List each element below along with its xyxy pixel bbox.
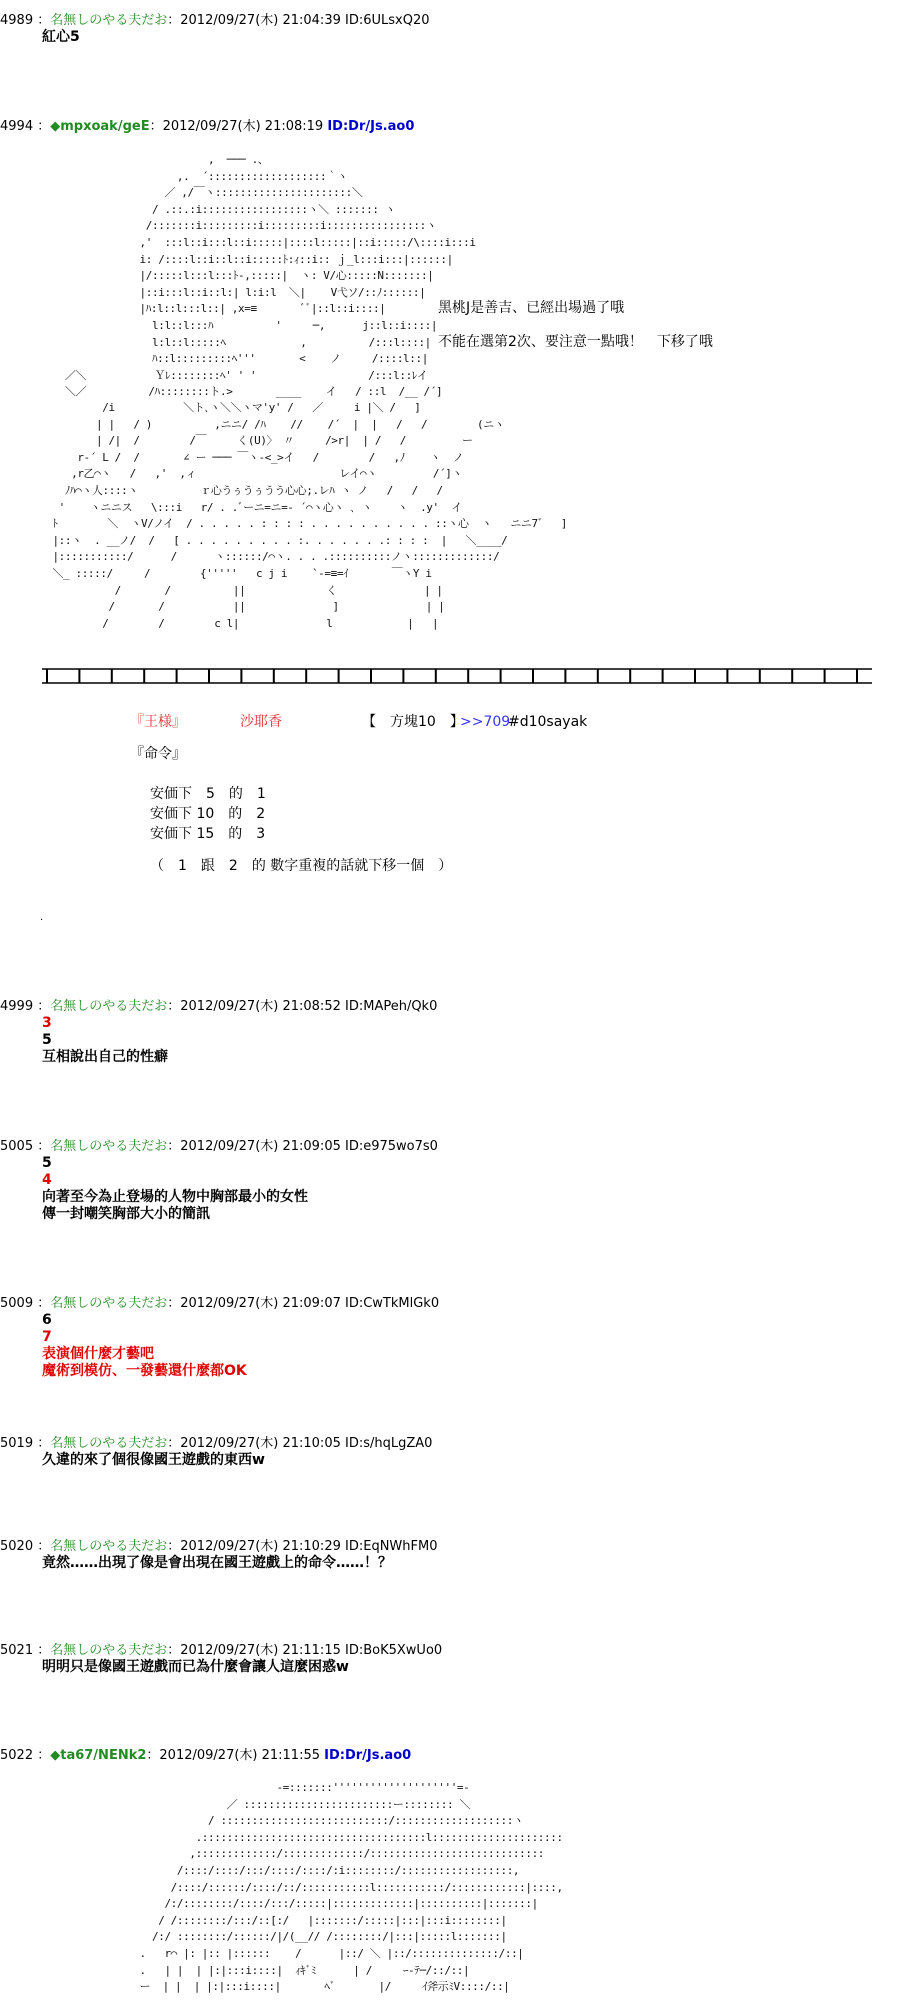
- post-header: 5021 ：名無しのやる夫だお：2012/09/27(木) 21:11:15 ID:BoK5XwUo0: [0, 1643, 443, 1658]
- poster-id: ID:Dr/Js.ao0: [327, 119, 415, 134]
- poster-id: ID:BoK5XwUo0: [345, 1643, 443, 1658]
- post-body: 紅心5: [42, 29, 80, 45]
- post-4989: [0, 12, 900, 46]
- poster-id: ID:s/hqLgZA0: [345, 1436, 433, 1451]
- post-5005: [0, 1138, 900, 1223]
- post-date: 2012/09/27(木) 21:08:19: [162, 119, 324, 134]
- post-header: 5022 ：◆ta67/NENk2：2012/09/27(木) 21:11:55 ID:Dr/Js.ao0: [0, 1748, 412, 1763]
- poster-name[interactable]: 名無しのやる夫だお: [50, 1436, 168, 1451]
- post-header: 5005 ：名無しのやる夫だお：2012/09/27(木) 21:09:05 ID:e975wo7s0: [0, 1139, 438, 1154]
- poster-name[interactable]: 名無しのやる夫だお: [50, 999, 168, 1014]
- post-body: 6 7 表演個什麼才藝吧 魔術到模仿、一發藝還什麼都OK: [42, 1312, 247, 1379]
- post-header: 4989 ：名無しのやる夫だお：2012/09/27(木) 21:04:39 ID:6ULsxQ20: [0, 13, 430, 28]
- speech-line-2: 不能在選第2次、要注意一點哦！ 下移了哦: [438, 334, 713, 350]
- poster-name[interactable]: 名無しのやる夫だお: [50, 1643, 168, 1658]
- poster-name[interactable]: 名無しのやる夫だお: [50, 1539, 168, 1554]
- command-rule: 安価下 10 的 2: [150, 806, 266, 822]
- post-body: 明明只是像國王遊戲而已為什麼會讓人這麼困惑w: [42, 1659, 349, 1675]
- post-body: 3 5 互相說出自己的性癖: [42, 1015, 168, 1065]
- speech-line-1: 黑桃J是善吉、已經出場過了哦: [438, 300, 625, 316]
- post-5009: [0, 1295, 900, 1380]
- poster-id: ID:Dr/Js.ao0: [324, 1748, 412, 1763]
- player-name: 沙耶香: [240, 714, 282, 730]
- poster-id: ID:e975wo7s0: [345, 1139, 438, 1154]
- poster-id: ID:CwTkMlGk0: [345, 1296, 440, 1311]
- post-4999: [0, 998, 900, 1066]
- poster-name[interactable]: 名無しのやる夫だお: [50, 13, 168, 28]
- post-header: 5020 ：名無しのやる夫だお：2012/09/27(木) 21:10:29 ID:EqNWhFM0: [0, 1539, 438, 1554]
- post-date: 2012/09/27(木) 21:11:15: [180, 1643, 341, 1658]
- anchor-link[interactable]: >>709: [460, 714, 511, 730]
- tag-text: #d10sayak: [508, 714, 588, 730]
- king-label: 『王様』: [130, 714, 186, 730]
- poster-id: ID:6ULsxQ20: [345, 13, 430, 28]
- poster-id: ID:MAPeh/Qk0: [345, 999, 438, 1014]
- post-5019: [0, 1435, 900, 1469]
- post-header: 4994 ：◆mpxoak/geE：2012/09/27(木) 21:08:19 ID:Dr/Js.ao0: [0, 119, 415, 134]
- poster-trip[interactable]: ◆mpxoak/geE: [50, 119, 150, 134]
- poster-name[interactable]: 名無しのやる夫だお: [50, 1139, 168, 1154]
- ascii-art-character-2: -=:::::::''''''''''''''''''''=- ／ ::::::::::::::::::::::::ー:::::::: ＼ / :::::::::::::::::::::::::::/:::::::::::::::::::ヽ .::::::::::::::::::::::::::::::::::::l::::::::::::::::::::: ,:::::::::::::/:::::::::::::/:::::::::::::::::::::::::::: /::::/::::/:::/::::/::::/:i::::::::/::::::::::::::::::, /::::/::::::/::::/::/:::::::::::l:::::::::::/::::::::::::|::::, /:/::::::::/::::/:::/:::::|:::::::::::::|::::::::::|:::::::| / /::::::::/:::/::[:/ |:::::::/:::::|:::|:::i::::::::| /:/ ::::::::/::::::/|/(__// /::::::::/|:::|:::::l:::::::| . r⌒ |: |:: |:::::: / |::/ ＼ |::/::::::::::::::/::| . | | | |:|:::i::::| ｨｷﾞﾐ | / ｰ-ﾃ─/::/::| ー | | | |:|:::i::::| ﾍﾞ |/ ｲ斧示ﾐV::::/::|: [139, 1781, 563, 1994]
- post-header: 5009 ：名無しのやる夫だお：2012/09/27(木) 21:09:07 ID:CwTkMlGk0: [0, 1296, 440, 1311]
- poster-name[interactable]: 名無しのやる夫だお: [50, 1296, 168, 1311]
- post-5022: [0, 1747, 900, 1764]
- post-5021: [0, 1642, 900, 1676]
- ascii-art-body: /i ＼ト､ヽ＼＼ヽマ'y' / ／ i |＼ / ] | | / ) ,ニニ/ /ﾊ // /´ | | / / (ニヽ | /| / /￣ く(U)〉 〃 />r| | / / ー r‐´ L / / ∠ ー ─── ￣ヽ‐<_>イ / / ,ﾉ ヽ ノ ,r乙⌒ヽ / ,' ,ィ レイ⌒ヽ /´]ヽ ﾉﾊ⌒ヽ人::::ヽ ｒ心うぅうぅうう心心;.レﾊ ヽ ノ / / / ' ヽニニス \:::i r/ . .ﾞーニ=ニ=‐ ´⌒ヽ心ヽ ､ ヽ ヽ .y' イ ﾄ ＼ ヽV/ノイ / . . . . . : : : : . . . . . . . . . . ::ヽ心 ヽ ニニ7゛ ] |::ヽ . __ノ/ / [ . . . . . . . . . :. . . . . . .: : : : | ＼____/ |:::::::::::/ / ヽ::::::/⌒ヽ. . . .::::::::::ノヽ:::::::::::::/ ＼_ :::::/ / {''''' c j i `‐=≡=ｲ ￣ヽY i / / || く | | / / || ] | | / / c l| l | |: [52, 401, 568, 630]
- post-header: 4999 ：名無しのやる夫だお：2012/09/27(木) 21:08:52 ID:MAPeh/Qk0: [0, 999, 438, 1014]
- post-5020: [0, 1538, 900, 1572]
- stray-dot: .: [40, 912, 44, 923]
- command-rule: 安価下 15 的 3: [150, 826, 266, 842]
- post-body: 竟然……出現了像是會出現在國王遊戲上的命令……！？: [42, 1555, 392, 1571]
- post-date: 2012/09/27(木) 21:04:39: [180, 13, 341, 28]
- post-date: 2012/09/27(木) 21:10:05: [180, 1436, 341, 1451]
- post-header: 5019 ：名無しのやる夫だお：2012/09/27(木) 21:10:05 ID:s/hqLgZA0: [0, 1436, 433, 1451]
- post-date: 2012/09/27(木) 21:10:29: [180, 1539, 341, 1554]
- post-date: 2012/09/27(木) 21:09:05: [180, 1139, 341, 1154]
- post-date: 2012/09/27(木) 21:11:55: [159, 1748, 320, 1763]
- dice-result: 【 方塊10 】: [362, 714, 464, 730]
- ascii-art-character: , ─── .、 ,. ´:::::::::::::::::::｀ヽ ／ ,/￣ヽ::::::::::::::::::::::＼ / .::.:i:::::::::::::::::ヽ＼ ::::::: ヽ /:::::::i:::::::::i:::::::::i::::::::::::::::ヽ ,' :::l::i:::l::i:::::|::::l:::::|::i:::::/\::::i:::i i: /::::l::i::l::i:::::ﾄ:ｨ::i:: ｊ_l:::i:::|::::::| |/:::::l:::l:::ﾄ-,:::::| ヽ: V/心:::::N:::::::| |::i:::l::i::l:| l:i:l ＼| V弋ソ/::ﾉ::::::| |ﾊ:l::l:::l::| ,x=≡ ﾞﾞ|::l::i::::| l:l::l:::ﾊ ' ─, j::l::i::::| l:l::l:::::ﾍ , /:::l::::| ﾊ::l:::::::::ﾍ''' < ノ /::::l::| ／＼ Ｙﾚ::::::::ﾍ' ' ' /:::l::ﾚイ ＼／ /ﾊ::::::::ト.> ____ イ / ::l /__ /´]: [64, 153, 476, 399]
- poster-trip[interactable]: ◆ta67/NENk2: [50, 1748, 147, 1763]
- command-rule: 安価下 5 的 1: [150, 786, 266, 802]
- post-body: 久違的來了個很像國王遊戲的東西w: [42, 1452, 265, 1468]
- command-note: （ 1 跟 2 的 數字重複的話就下移一個 ）: [150, 858, 453, 874]
- post-date: 2012/09/27(木) 21:08:52: [180, 999, 341, 1014]
- command-label: 『命令』: [130, 746, 186, 762]
- post-4994: [0, 118, 900, 135]
- divider-ruler: [42, 667, 872, 685]
- poster-id: ID:EqNWhFM0: [345, 1539, 438, 1554]
- post-body: 5 4 向著至今為止登場的人物中胸部最小的女性 傳一封嘲笑胸部大小的簡訊: [42, 1155, 308, 1222]
- post-date: 2012/09/27(木) 21:09:07: [180, 1296, 341, 1311]
- command-header: [130, 712, 186, 732]
